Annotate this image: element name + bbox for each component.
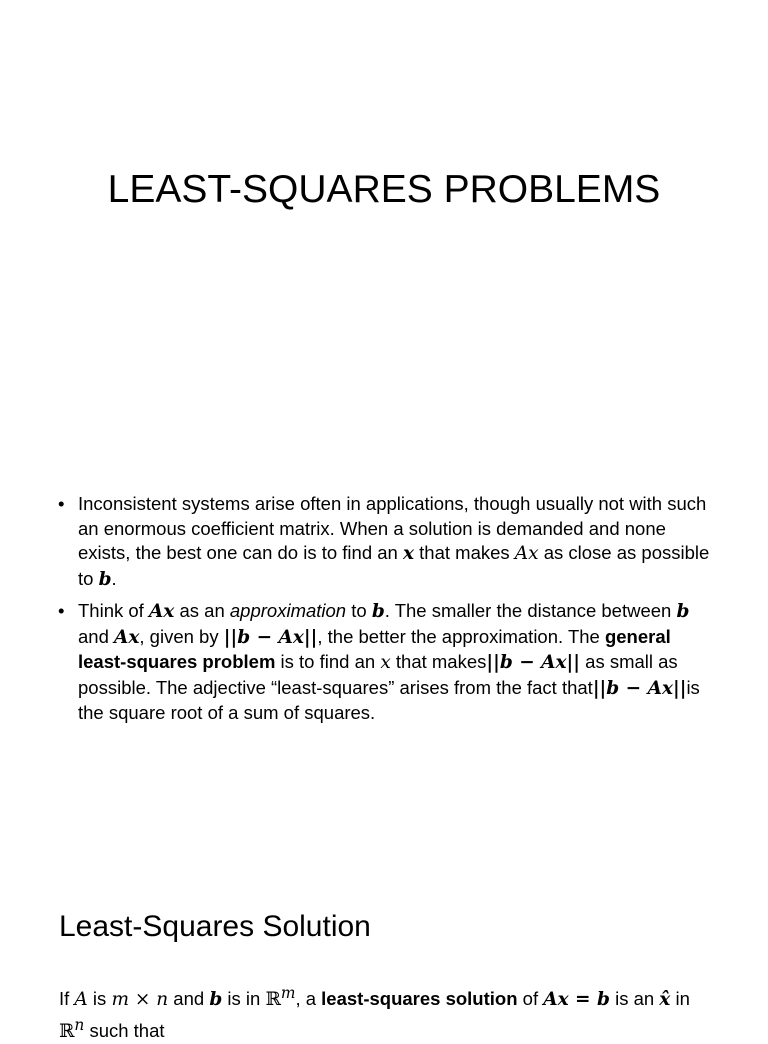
bullet-text: as an — [174, 600, 230, 621]
bullet-text: is to find an — [275, 651, 381, 672]
intro-text: of — [517, 988, 544, 1010]
bullet-text: , given by — [139, 625, 224, 647]
slide-title: LEAST-SQUARES PROBLEMS — [107, 168, 661, 211]
math-norm: ||b − Ax|| — [592, 677, 687, 699]
bullet-dot: • — [58, 493, 65, 514]
math-x: x — [402, 543, 415, 564]
math-axb: Ax = b — [543, 989, 610, 1011]
math-rn: ℝ — [59, 1020, 75, 1042]
title-slide — [0, 0, 768, 440]
intro-paragraph — [59, 981, 719, 1044]
bullet-text: that makes — [414, 542, 515, 563]
math-b: b — [209, 989, 223, 1011]
strong-least-squares-solution: least-squares solution — [321, 988, 518, 1010]
bullet-list — [56, 492, 721, 733]
intro-text: such that — [84, 1019, 165, 1041]
math-x: x — [380, 652, 391, 673]
math-ax: Ax — [514, 543, 539, 564]
math-rn-sup: n — [74, 1015, 85, 1034]
bullet-item — [56, 599, 721, 726]
bullet-text: as small as possible. The adjective “least-squares” arises from the fact that — [78, 651, 678, 698]
bullet-text: to — [346, 600, 372, 621]
math-a: A — [74, 989, 88, 1011]
math-ax: Ax — [114, 626, 140, 648]
intro-text: is an — [609, 988, 660, 1010]
math-b: b — [98, 568, 112, 590]
math-ax: Ax — [148, 601, 175, 622]
bullet-text: as close as possible to — [78, 542, 710, 589]
math-b: b — [676, 601, 690, 622]
bullet-text: that makes — [390, 651, 487, 672]
strong-general-least-squares-problem: general least-squares problem — [78, 625, 671, 672]
bullet-text: is the square root of a sum of squares. — [78, 676, 700, 723]
bullet-text: Inconsistent systems arise often in applications, though usually not with such an enormous coefficient matrix. When a solution is demanded and none exists, the best one can do is to find an — [78, 493, 707, 563]
intro-text: and — [168, 988, 210, 1010]
intro-text: is in — [222, 988, 266, 1010]
math-norm: ||b − Ax|| — [486, 652, 581, 673]
math-xhat: x̂ — [659, 989, 671, 1011]
bullet-text: . The smaller the distance between — [384, 600, 677, 621]
bullet-item — [56, 492, 721, 592]
intro-text: , a — [295, 988, 322, 1010]
emphasis-approximation: approximation — [229, 600, 347, 621]
math-mxn: m × n — [111, 989, 169, 1011]
section-heading: Least-Squares Solution — [59, 910, 371, 943]
bullet-text: , the better the approximation. The — [317, 625, 605, 647]
math-norm: ||b − Ax|| — [223, 626, 318, 648]
bullet-text: . — [111, 567, 117, 589]
bullet-text: and — [78, 625, 115, 647]
math-rm-sup: m — [280, 984, 296, 1002]
section-slide — [0, 890, 768, 1042]
intro-text: If — [59, 988, 75, 1010]
math-rm: ℝ — [265, 989, 281, 1011]
bullet-text: Think of — [78, 600, 149, 621]
content-slide — [0, 440, 768, 890]
intro-text: in — [670, 988, 690, 1010]
intro-text: is — [87, 988, 112, 1010]
bullet-dot: • — [58, 600, 65, 621]
math-b: b — [371, 601, 385, 622]
